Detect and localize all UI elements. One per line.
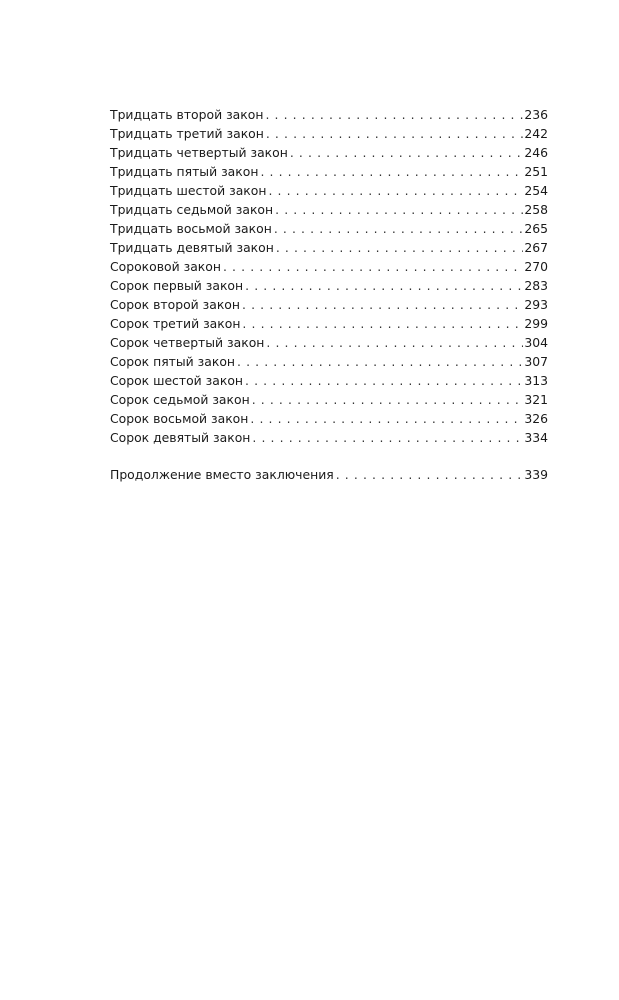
toc-dot-leader (268, 181, 523, 200)
toc-entry-title: Сорок третий закон (110, 316, 241, 331)
toc-entry (110, 219, 548, 238)
toc-entry-title: Продолжение вместо заключения (110, 467, 334, 482)
toc-entry-title: Тридцать четвертый закон (110, 145, 288, 160)
toc-entry-page: 242 (524, 126, 548, 141)
toc-entry-title: Сорок шестой закон (110, 373, 244, 388)
toc-entry-page: 283 (524, 278, 548, 293)
toc-dot-leader (265, 105, 523, 124)
toc-dot-leader (336, 465, 524, 484)
toc-dot-leader (252, 428, 523, 447)
toc-dot-leader (242, 295, 523, 314)
toc-entry-title: Сорок пятый закон (110, 354, 235, 369)
toc-entry-title: Тридцать восьмой закон (110, 221, 272, 236)
toc-entry-page: 326 (524, 411, 548, 426)
toc-entry (110, 352, 548, 371)
toc-entry-title: Тридцать второй закон (110, 107, 264, 122)
toc-entry-title: Сорок четвертый закон (110, 335, 265, 350)
toc-entry-title: Тридцать шестой закон (110, 183, 267, 198)
toc-entry-page: 246 (524, 145, 548, 160)
toc-entry (110, 390, 548, 409)
toc-entry-title: Сорок девятый закон (110, 430, 251, 445)
toc-entry-title: Сорок седьмой закон (110, 392, 250, 407)
toc-entry-title: Сорок первый закон (110, 278, 244, 293)
toc-entry-page: 307 (524, 354, 548, 369)
toc-dot-leader (266, 333, 523, 352)
toc-entry (110, 371, 548, 390)
toc-entry-page: 254 (524, 183, 548, 198)
toc-dot-leader (223, 257, 523, 276)
toc-entry (110, 276, 548, 295)
toc-dot-leader (276, 238, 524, 257)
toc-entry-page: 304 (524, 335, 548, 350)
toc-entry (110, 314, 548, 333)
toc-entry-title: Сорок восьмой закон (110, 411, 249, 426)
toc-entry-title: Сороковой закон (110, 259, 221, 274)
toc-entry-page: 313 (524, 373, 548, 388)
toc-entry (110, 238, 548, 257)
toc-dot-leader (290, 143, 524, 162)
toc-entry-page: 265 (524, 221, 548, 236)
toc-dot-leader (275, 200, 523, 219)
toc-entry-page: 293 (524, 297, 548, 312)
table-of-contents (110, 105, 548, 484)
toc-entry-title: Тридцать третий закон (110, 126, 264, 141)
toc-dot-leader (245, 371, 523, 390)
toc-section-gap (110, 447, 548, 465)
toc-dot-leader (252, 390, 524, 409)
toc-dot-leader (266, 124, 523, 143)
toc-dot-leader (245, 276, 523, 295)
toc-entry (110, 181, 548, 200)
toc-entry (110, 105, 548, 124)
toc-entry-title: Тридцать девятый закон (110, 240, 274, 255)
toc-entry (110, 162, 548, 181)
toc-dot-leader (250, 409, 523, 428)
toc-entry-page: 339 (524, 467, 548, 482)
toc-dot-leader (242, 314, 523, 333)
toc-dot-leader (260, 162, 523, 181)
toc-entry (110, 124, 548, 143)
toc-entry-page: 299 (524, 316, 548, 331)
toc-entry-page: 321 (524, 392, 548, 407)
toc-entry (110, 409, 548, 428)
toc-entry (110, 333, 548, 352)
toc-entry-title: Тридцать седьмой закон (110, 202, 274, 217)
toc-dot-leader (237, 352, 523, 371)
toc-entry (110, 295, 548, 314)
toc-dot-leader (274, 219, 524, 238)
toc-entry (110, 143, 548, 162)
toc-entry-page: 270 (524, 259, 548, 274)
toc-entry-page: 267 (524, 240, 548, 255)
toc-entry (110, 428, 548, 447)
toc-entry-title: Сорок второй закон (110, 297, 240, 312)
toc-entry-page: 334 (524, 430, 548, 445)
toc-entry-page: 258 (524, 202, 548, 217)
toc-entry-page: 236 (524, 107, 548, 122)
toc-entry (110, 200, 548, 219)
toc-entry-final (110, 465, 548, 484)
toc-entry (110, 257, 548, 276)
toc-entry-title: Тридцать пятый закон (110, 164, 259, 179)
toc-entry-page: 251 (524, 164, 548, 179)
